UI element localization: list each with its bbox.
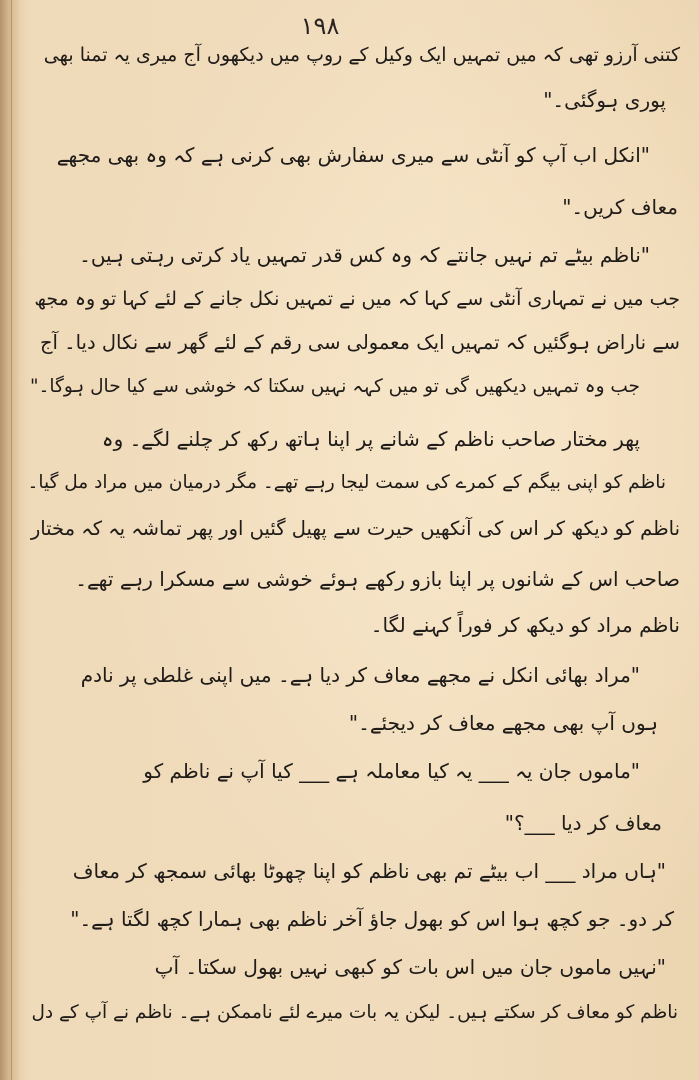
text-line: ہوں آپ بھی مجھے معاف کر دیجئے۔" bbox=[348, 711, 658, 735]
page-binding-shadow bbox=[0, 0, 20, 1080]
text-line: "ناظم بیٹے تم نہیں جانتے کہ وہ کس قدر تمہیں یاد کرتی رہتی ہیں۔ bbox=[79, 243, 650, 267]
page-number: ۱۹۸ bbox=[300, 12, 340, 40]
text-line: کر دو۔ جو کچھ ہوا اس کو بھول جاؤ آخر ناظم بھی ہمارا کچھ لگتا ہے۔" bbox=[70, 907, 674, 931]
text-line: پوری ہوگئی۔" bbox=[543, 88, 666, 112]
text-line: صاحب اس کے شانوں پر اپنا بازو رکھے ہوئے خوشی سے مسکرا رہے تھے۔ bbox=[75, 567, 680, 591]
text-line: کتنی آرزو تھی کہ میں تمہیں ایک وکیل کے روپ میں دیکھوں آج میری یہ تمنا بھی bbox=[43, 44, 680, 66]
page-text bbox=[28, 40, 680, 1070]
text-line: معاف کریں۔" bbox=[562, 195, 678, 219]
text-line: جب میں نے تمہاری آنٹی سے کہا کہ میں نے تمہیں نکل جانے کے لئے کہا تو وہ مجھ bbox=[34, 288, 680, 310]
text-line: "نہیں ماموں جان میں اس بات کو کبھی نہیں بھول سکتا۔ آپ bbox=[154, 955, 666, 979]
text-line: جب وہ تمہیں دیکھیں گی تو میں کہہ نہیں سکتا کہ خوشی سے کیا حال ہوگا۔" bbox=[30, 376, 640, 397]
text-line: ناظم کو دیکھ کر اس کی آنکھیں حیرت سے پھیل گئیں اور پھر تماشہ یہ کہ مختار bbox=[30, 517, 680, 540]
text-line: "انکل اب آپ کو آنٹی سے میری سفارش بھی کرنی ہے کہ وہ بھی مجھے bbox=[56, 143, 650, 167]
text-line: ناظم مراد کو دیکھ کر فوراً کہنے لگا۔ bbox=[370, 613, 680, 637]
text-line: ناظم کو اپنی بیگم کے کمرے کی سمت لیجا رہے تھے۔ مگر درمیان میں مراد مل گیا۔ bbox=[27, 472, 666, 493]
text-line: "مراد بھائی انکل نے مجھے معاف کر دیا ہے۔ میں اپنی غلطی پر نادم bbox=[80, 663, 640, 687]
text-line: سے ناراض ہوگئیں کہ تمہیں ایک معمولی سی رقم کے لئے گھر سے نکال دیا۔ آج bbox=[39, 331, 680, 354]
text-line: معاف کر دیا ___؟" bbox=[504, 811, 662, 835]
text-line: ناظم کو معاف کر سکتے ہیں۔ لیکن یہ بات میرے لئے ناممکن ہے۔ ناظم نے آپ کے دل bbox=[31, 1002, 678, 1023]
text-line: پھر مختار صاحب ناظم کے شانے پر اپنا ہاتھ رکھ کر چلنے لگے۔ وہ bbox=[101, 427, 640, 451]
page-binding-edge bbox=[11, 0, 12, 1080]
text-line: "ماموں جان یہ ___ یہ کیا معاملہ ہے ___ کیا آپ نے ناظم کو bbox=[143, 759, 640, 783]
text-line: "ہاں مراد ___ اب بیٹے تم بھی ناظم کو اپنا چھوٹا بھائی سمجھ کر معاف bbox=[72, 859, 666, 883]
